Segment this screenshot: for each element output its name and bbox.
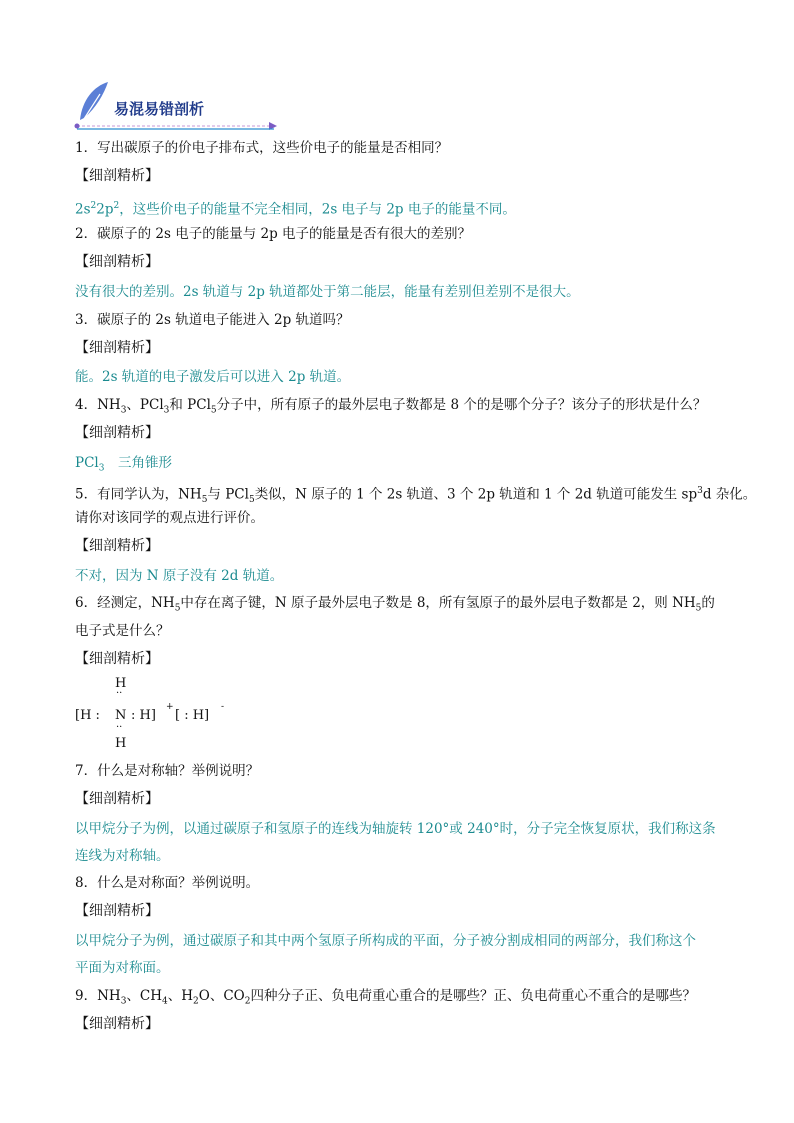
lewis-dots-bottom: ·· [116, 722, 123, 733]
question-8: 8．什么是对称面？举例说明。 [75, 875, 260, 891]
analysis-label: 【细剖精析】 [75, 168, 159, 184]
question-4: 4．$NH_3$、PCl$_3$和 PCl$_5$分子中，所有原子的最外层电子数都是 8 个的是哪个分子？该分子的形状是什么？ [75, 397, 707, 416]
analysis-label: 【细剖精析】 [75, 538, 159, 554]
question-1: 1．写出碳原子的价电子排布式，这些价电子的能量是否相同？ [75, 140, 449, 156]
section-header [74, 82, 294, 132]
question-3: 3．碳原子的 2s 轨道电子能进入 2p 轨道吗？ [75, 312, 350, 328]
answer-8: 以甲烷分子为例，通过碳原子和其中两个氢原子所构成的平面，分子被分割成相同的两部分，我们称这个 [75, 933, 696, 949]
answer-4: PCl$_3$ 三角锥形 [75, 455, 172, 474]
lewis-center: N [115, 708, 127, 723]
question-6: 6．经测定，$NH_5$中存在离子键，N 原子最外层电子数是 8，所有氢原子的最外层电子数都是 2，则 $NH_5$的 [75, 595, 715, 614]
lewis-minus: - [221, 702, 225, 712]
answer-2: 没有很大的差别。2s 轨道与 2p 轨道都处于第二能层，能量有差别但差别不是很大。 [75, 284, 580, 300]
lewis-plus: + [166, 702, 174, 712]
section-title: 易混易错剖析 [114, 100, 205, 118]
question-5: 5．有同学认为，$NH_5$与 PCl$_5$类似，N 原子的 1 个 2s 轨道、3 个 2p 轨道和 1 个 2d 轨道可能发生 $sp^3d$ 杂化。 [75, 486, 757, 506]
analysis-label: 【细剖精析】 [75, 903, 159, 919]
question-9: 9．$NH_3$、$CH_4$、$H_2O$、$CO_2$四种分子正、负电荷重心重合的是哪些？正、负电荷重心不重合的是哪些？ [75, 988, 696, 1007]
lewis-right: : H] [131, 708, 156, 723]
question-7: 7．什么是对称轴？举例说明？ [75, 763, 260, 779]
electron-formula [75, 676, 275, 756]
answer-3: 能。2s 轨道的电子激发后可以进入 2p 轨道。 [75, 369, 351, 385]
lewis-left: [H : [75, 708, 100, 723]
analysis-label: 【细剖精析】 [75, 651, 159, 667]
analysis-label: 【细剖精析】 [75, 254, 159, 270]
question-6-line-2: 电子式是什么？ [75, 623, 170, 639]
answer-1: $2s^22p^2$，这些价电子的能量不完全相同，2s 电子与 2p 电子的能量不同。 [75, 201, 516, 218]
lewis-bottom-h: H [115, 736, 127, 751]
answer-7: 以甲烷分子为例，以通过碳原子和氢原子的连线为轴旋转 120°或 240°时，分子完全恢复原状，我们称这条 [75, 821, 716, 837]
lewis-anion: [ : H] [175, 708, 210, 723]
lewis-dots-top: ·· [116, 688, 123, 699]
question-5-line-2: 请你对该同学的观点进行评价。 [75, 510, 264, 526]
analysis-label: 【细剖精析】 [75, 425, 159, 441]
answer-5: 不对，因为 N 原子没有 2d 轨道。 [75, 568, 284, 584]
lewis-top-h: H [115, 676, 127, 691]
analysis-label: 【细剖精析】 [75, 340, 159, 356]
analysis-label: 【细剖精析】 [75, 1016, 159, 1032]
question-2: 2．碳原子的 2s 电子的能量与 2p 电子的能量是否有很大的差别？ [75, 226, 472, 242]
analysis-label: 【细剖精析】 [75, 791, 159, 807]
answer-7-line-2: 连线为对称轴。 [75, 848, 170, 864]
answer-8-line-2: 平面为对称面。 [75, 960, 170, 976]
